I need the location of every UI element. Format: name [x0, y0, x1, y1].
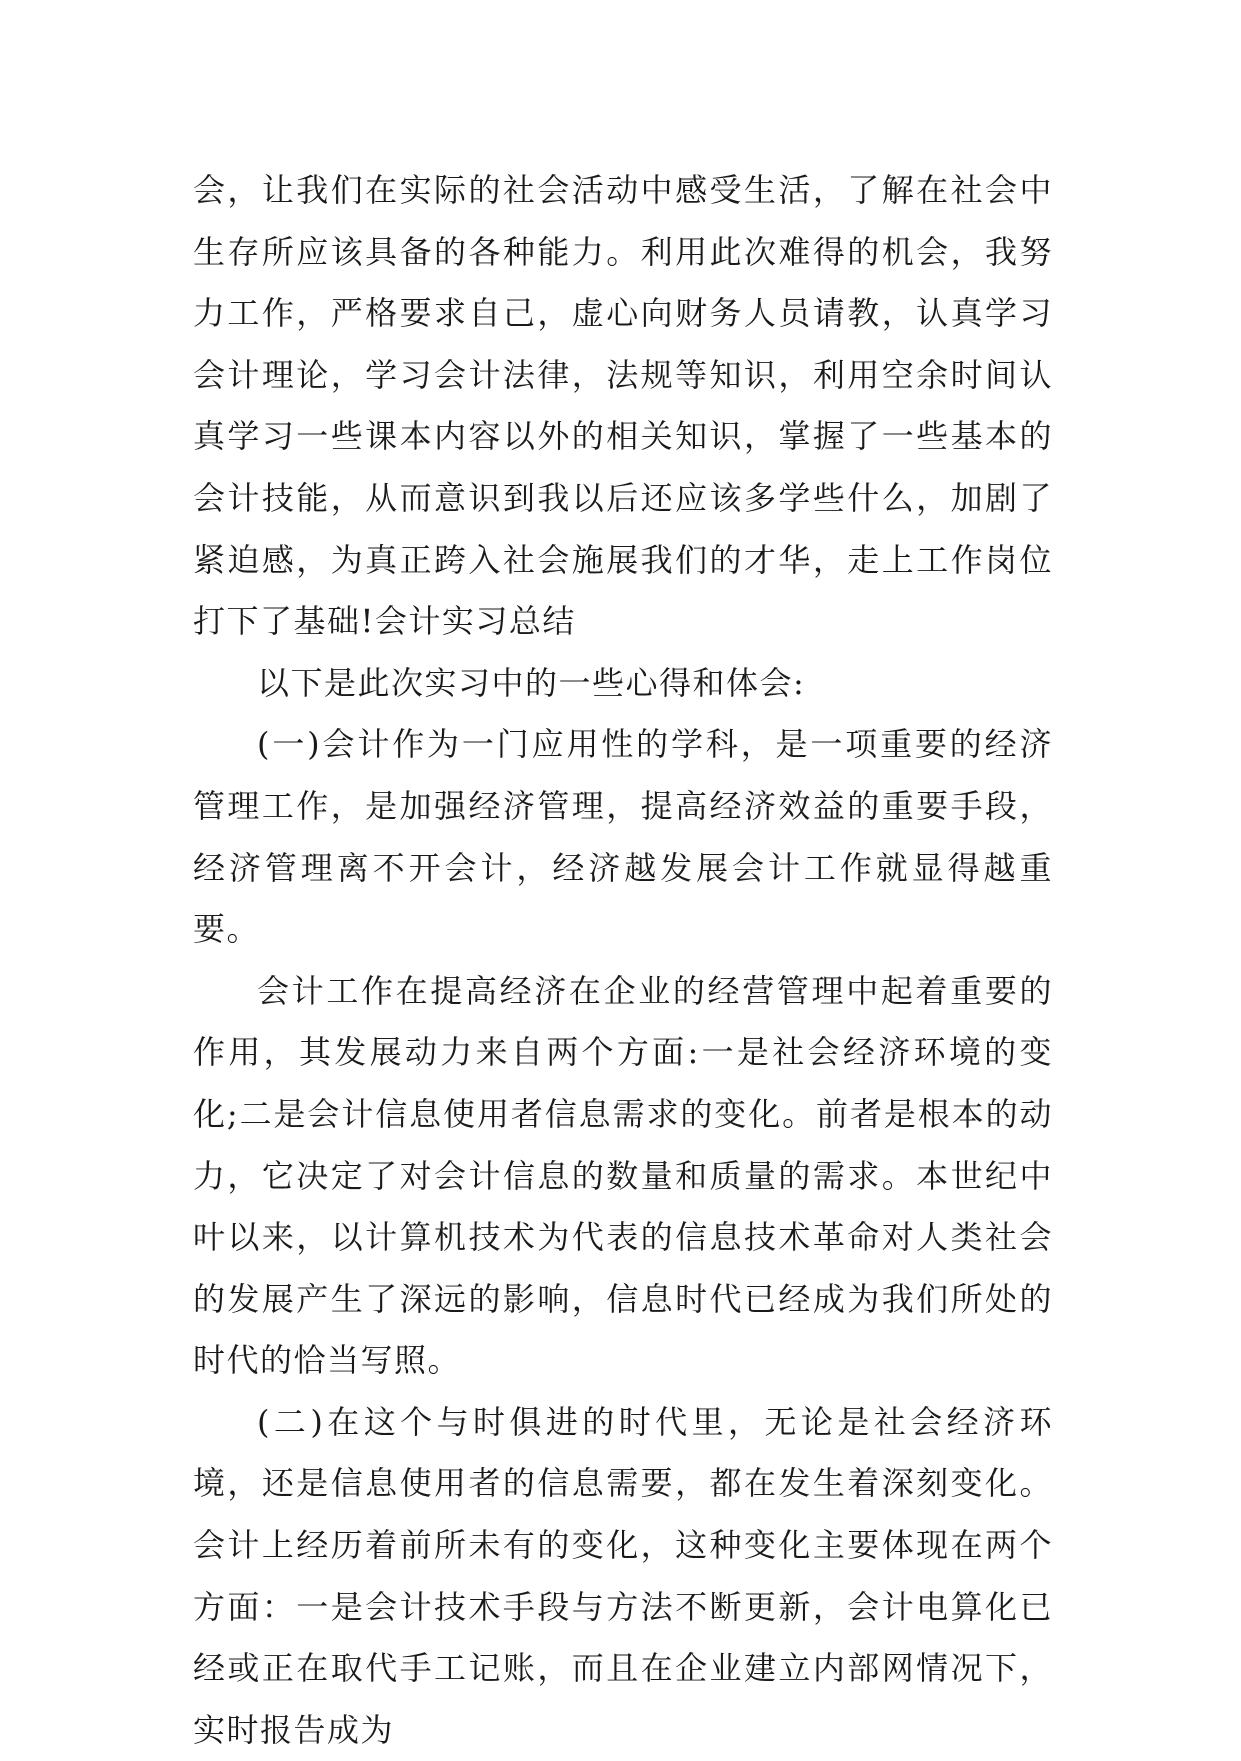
paragraph-2: 以下是此次实习中的一些心得和体会: [257, 663, 806, 702]
paragraph-4: 会计工作在提高经济在企业的经营管理中起着重要的作用，其发展动力来自两个方面:一是社会经济环境的变化;二是会计信息使用者信息需求的变化。前者是根本的动力，它决定了对会计信息的数量和质量的需求。本世纪中叶以来，以计算机技术为代表的信息技术革命对人类社会的发展产生了深远的影响，信息时代已经成为我们所处的时代的恰当写照。 [193, 971, 1053, 1380]
paragraph-1: 会，让我们在实际的社会活动中感受生活，了解在社会中生存所应该具备的各种能力。利用此次难得的机会，我努力工作，严格要求自己，虚心向财务人员请教，认真学习会计理论，学习会计法律，法规等知识，利用空余时间认真学习一些课本内容以外的相关知识，掌握了一些基本的会计技能，从而意识到我以后还应该多学些什么，加剧了紧迫感，为真正跨入社会施展我们的才华，走上工作岗位打下了基础!会计实习总结 [193, 171, 1053, 641]
paragraph-5: (二)在这个与时俱进的时代里，无论是社会经济环境，还是信息使用者的信息需要，都在发生着深刻变化。会计上经历着前所未有的变化，这种变化主要体现在两个方面：一是会计技术手段与方法不断更新，会计电算化已经或正在取代手工记账，而且在企业建立内部网情况下，实时报告成为 [193, 1402, 1053, 1749]
paragraph-3: (一)会计作为一门应用性的学科，是一项重要的经济管理工作，是加强经济管理，提高经济效益的重要手段，经济管理离不开会计，经济越发展会计工作就显得越重要。 [193, 725, 1053, 949]
document-body [193, 160, 1053, 1761]
